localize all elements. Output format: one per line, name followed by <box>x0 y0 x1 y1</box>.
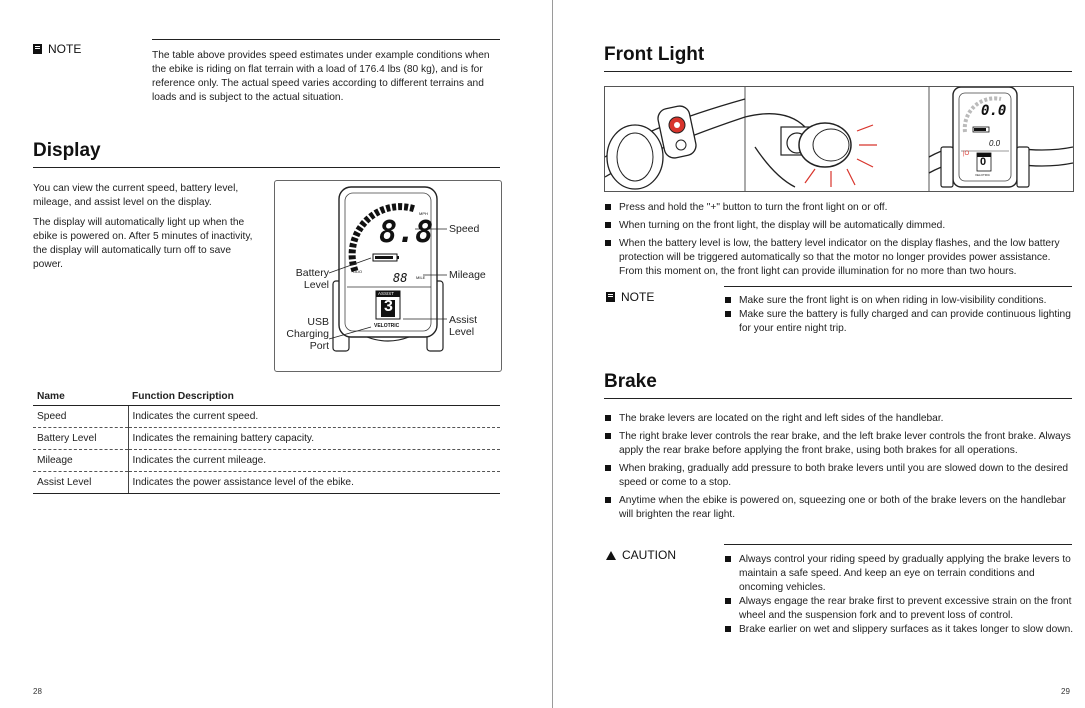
front-light-title: Front Light <box>604 44 705 65</box>
brake-title-rule <box>604 398 1072 399</box>
front-light-figure <box>604 86 1074 192</box>
list-item: Make sure the battery is fully charged and can provide continuous lighting for your entire night trip. <box>724 308 1074 336</box>
display-diagram <box>274 180 502 372</box>
front-light-note-bullets <box>724 294 1074 336</box>
list-item: Make sure the front light is on when riding in low-visibility conditions. <box>724 294 1074 308</box>
caution-icon <box>606 551 616 560</box>
table-header-name: Name <box>33 388 128 406</box>
note-icon <box>33 44 42 54</box>
list-item: Press and hold the "+" button to turn the front light on or off. <box>604 201 1074 215</box>
front-light-note-heading <box>606 290 654 304</box>
screen-speed-digits: 8.8 <box>379 215 434 250</box>
note-top-rule <box>152 39 500 40</box>
page-number-left: 28 <box>33 687 42 696</box>
brake-bullets <box>604 412 1074 526</box>
page-divider <box>552 0 553 708</box>
table-cell-description: Indicates the current mileage. <box>128 450 500 472</box>
list-item: Anytime when the ebike is powered on, squeezing one or both of the brake levers on the handlebar will brighten the rear light. <box>604 494 1074 522</box>
note-text: The table above provides speed estimates under example conditions when the ebike is riding on flat terrain with a load of 176.4 lbs (80 kg), and is for reference only. The actual speed varies according to different terrains and loads and is subject to the actual situation. <box>152 50 490 103</box>
front-light-note-label: NOTE <box>621 290 655 304</box>
table-row <box>33 406 500 428</box>
label-speed: Speed <box>449 223 480 235</box>
list-item: When turning on the front light, the display will be automatically dimmed. <box>604 219 1074 233</box>
list-item: The right brake lever controls the rear brake, and the left brake lever controls the front brake. Always apply the rear brake before applying the front brake, using both brakes for all operations. <box>604 430 1074 458</box>
screen-brand: VELOTRIC <box>374 323 400 329</box>
table-row <box>33 472 500 494</box>
front-light-bullets <box>604 201 1074 283</box>
note-label: NOTE <box>48 42 82 56</box>
display-section-title: Display <box>33 140 101 161</box>
table-header-row <box>33 388 500 406</box>
screen-speed-unit: MPH <box>419 211 428 216</box>
figure-screen-speed: 0.0 <box>981 103 1007 119</box>
table-cell-name: Assist Level <box>33 472 128 494</box>
figure-screen-brand: VELOTRIC <box>975 173 991 177</box>
front-light-title-rule <box>604 71 1072 72</box>
label-assist-level: Assist Level <box>449 314 478 338</box>
figure-screen-light-indicator: |O <box>963 151 970 157</box>
table-row <box>33 428 500 450</box>
table-cell-name: Mileage <box>33 450 128 472</box>
table-cell-name: Speed <box>33 406 128 428</box>
display-intro-text: You can view the current speed, battery level, mileage, and assist level on the display. <box>33 183 239 208</box>
figure-screen-mileage: 0.0 <box>989 139 1001 148</box>
list-item: Brake earlier on wet and slippery surfaces as it takes longer to slow down. <box>724 623 1074 637</box>
caution-rule <box>724 544 1072 545</box>
brake-title: Brake <box>604 371 657 392</box>
list-item: The brake levers are located on the right and left sides of the handlebar. <box>604 412 1074 426</box>
note-icon <box>606 292 615 302</box>
caution-label: CAUTION <box>622 548 676 562</box>
list-item: When the battery level is low, the battery level indicator on the display flashes, and the low battery protection will be triggered automatically so that the motor no longer provides power assistance. From this moment on, the front light can provide illumination for no more than two hours. <box>604 237 1074 279</box>
front-light-note-rule <box>724 286 1072 287</box>
table-cell-description: Indicates the current speed. <box>128 406 500 428</box>
note-heading <box>33 42 81 56</box>
list-item: When braking, gradually add pressure to both brake levers until you are slowed down to the desired speed or come to a stop. <box>604 462 1074 490</box>
right-page <box>554 0 1085 708</box>
label-battery-level: Battery Level <box>295 267 329 291</box>
display-power-text: The display will automatically light up when the ebike is powered on. After 5 minutes of inactivity, the display will automatically turn off to save power. <box>33 217 253 270</box>
label-mileage: Mileage <box>449 269 486 281</box>
figure-screen-assist: 0 <box>980 156 987 168</box>
screen-assist-badge: ASSIST <box>378 291 395 296</box>
display-function-table <box>33 388 500 494</box>
screen-mileage-digits: 88 <box>393 271 408 285</box>
screen-mile-label: MILE <box>416 275 426 280</box>
page-number-right: 29 <box>1061 687 1070 696</box>
caution-bullets <box>724 553 1074 637</box>
table-cell-description: Indicates the power assistance level of the ebike. <box>128 472 500 494</box>
screen-assist-digit: 3 <box>384 298 393 315</box>
label-usb-port: USB Charging Port <box>286 316 329 352</box>
table-header-description: Function Description <box>128 388 500 406</box>
table-cell-name: Battery Level <box>33 428 128 450</box>
table-cell-description: Indicates the remaining battery capacity. <box>128 428 500 450</box>
display-title-rule <box>33 167 500 168</box>
table-row <box>33 450 500 472</box>
list-item: Always engage the rear brake first to prevent excessive strain on the front wheel and the suspension fork and to prevent loss of control. <box>724 595 1074 623</box>
caution-heading <box>606 548 676 562</box>
screen-odo-label: ODO <box>353 269 363 274</box>
list-item: Always control your riding speed by gradually applying the brake levers to maintain a safe speed. And keep an eye on terrain conditions and oncoming vehicles. <box>724 553 1074 595</box>
